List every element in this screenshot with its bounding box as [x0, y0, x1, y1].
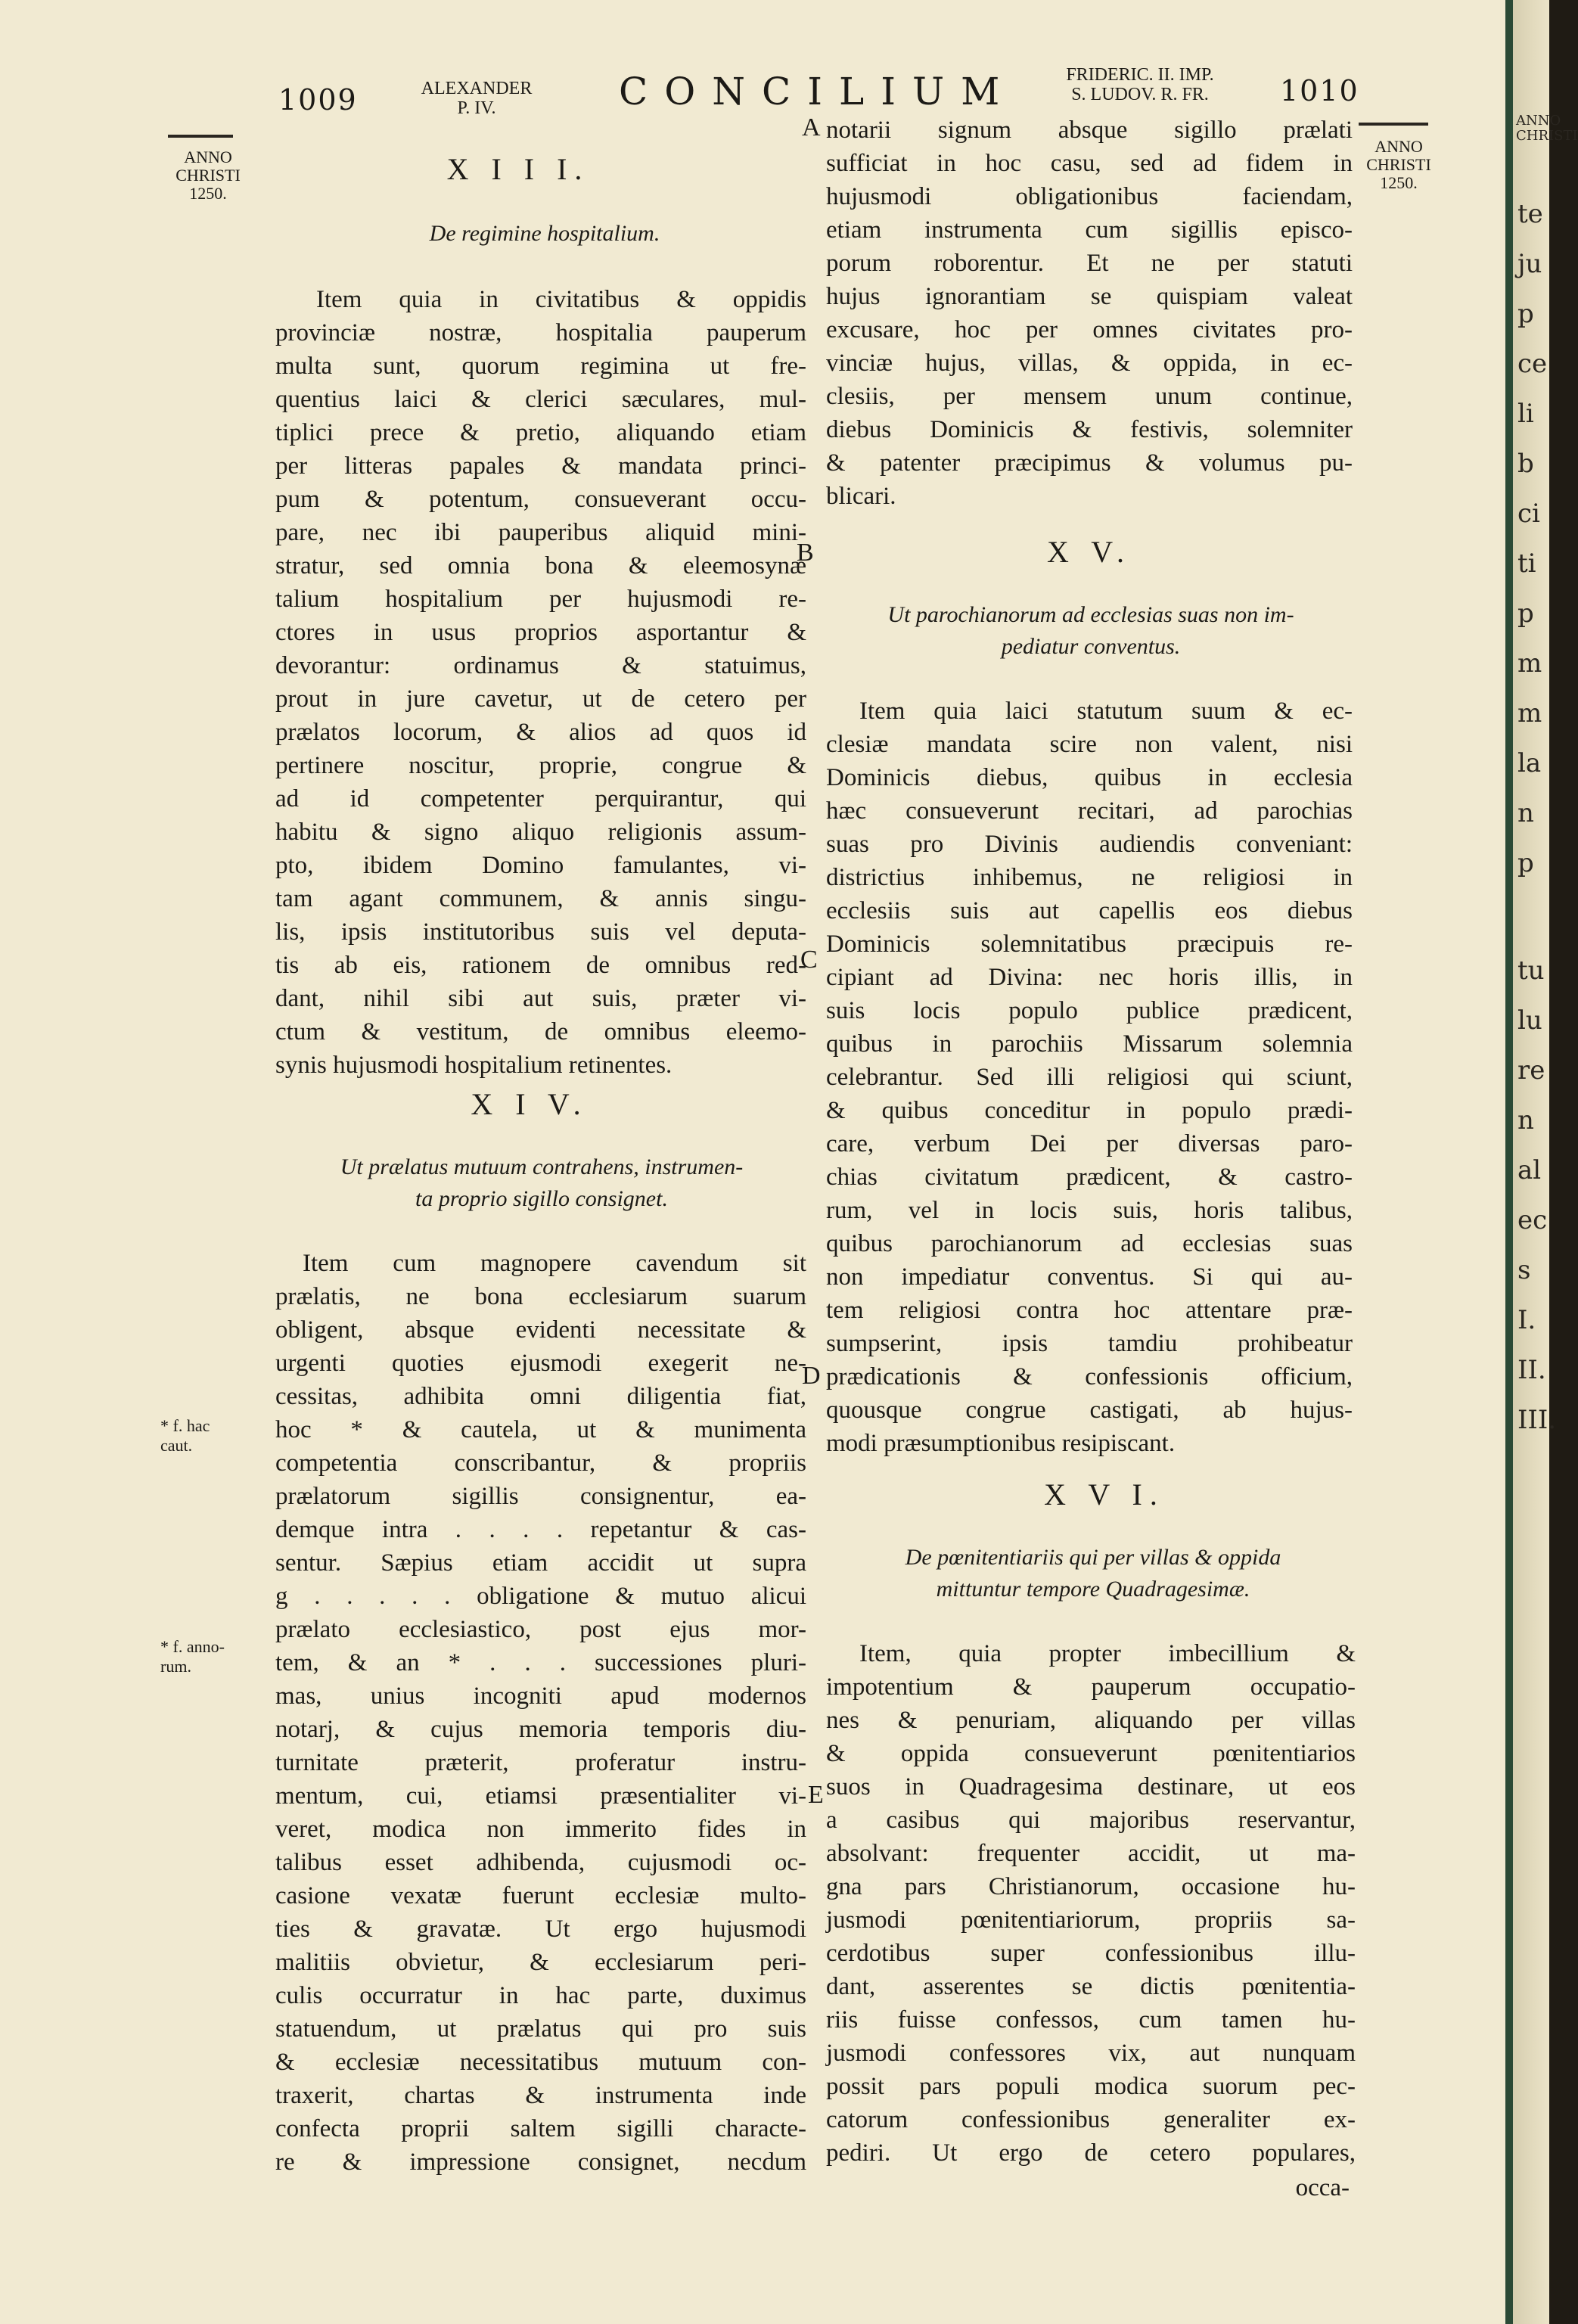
text-line: districtius inhibemus, ne religiosi in — [826, 864, 1353, 891]
fragment-line: ci — [1517, 499, 1540, 529]
year-line: CHRISTI — [1366, 155, 1431, 174]
text-line: mas, unius incogniti apud modernos — [275, 1682, 806, 1710]
running-head-line: P. IV. — [457, 98, 496, 118]
fragment-line: I. — [1517, 1305, 1536, 1335]
text-line: tis ab eis, rationem de omnibus red- — [275, 952, 806, 979]
rubric-line: mittuntur tempore Quadragesimæ. — [936, 1577, 1250, 1602]
fragment-line: b — [1517, 449, 1534, 479]
text-line: ctum & vestitum, de omnibus eleemo- — [275, 1018, 806, 1045]
text-line: tiplici prece & pretio, aliquando etiam — [275, 419, 806, 446]
text-line: casione vexatæ fuerunt ecclesiæ multo- — [275, 1882, 806, 1909]
fragment-column-b — [1517, 946, 1563, 1445]
text-line: talibus esset adhibenda, cujusmodi oc- — [275, 1849, 806, 1876]
fragment-line: ju — [1517, 249, 1542, 279]
text-line: pediri. Ut ergo de cetero populares, — [826, 2139, 1356, 2167]
section-letter-b: B — [797, 539, 814, 567]
year-line: 1250. — [1380, 173, 1418, 192]
text-line: diebus Dominicis & festivis, solemniter — [826, 416, 1353, 443]
text-line: clesiis, per mensem unum continue, — [826, 383, 1353, 410]
text-line: porum roborentur. Et ne per statuti — [826, 250, 1353, 277]
section-body-xiii — [275, 283, 806, 1082]
text-line: prædicationis & confessionis officium, — [826, 1363, 1353, 1390]
text-line: gna pars Christianorum, occasione hu- — [826, 1873, 1356, 1900]
text-line: pertinere noscitur, proprie, congrue & — [275, 752, 806, 779]
right-running-head — [1038, 65, 1242, 104]
text-line: ad id competenter perquirantur, qui — [275, 785, 806, 812]
left-margin-rule — [168, 135, 233, 138]
section-heading-xiii: X I I I. — [446, 152, 590, 186]
margin-note-hac-caut — [160, 1416, 210, 1456]
text-line: confecta proprii saltem sigilli characte- — [275, 2115, 806, 2142]
section-rubric-xv — [826, 599, 1356, 663]
text-line: cessitas, adhibita omni diligentia fiat, — [275, 1383, 806, 1410]
fragment-line: al — [1517, 1155, 1542, 1185]
text-line: demque intra . . . . repetantur & cas- — [275, 1516, 806, 1543]
text-line: care, verbum Dei per diversas paro- — [826, 1130, 1353, 1157]
section-body-continuation — [826, 113, 1353, 513]
fragment-line: CHRISTI — [1516, 128, 1578, 144]
section-heading-xv: X V. — [1047, 535, 1132, 569]
fragment-line: p — [1517, 598, 1534, 629]
text-line: modi præsumptionibus resipiscant. — [826, 1430, 1176, 1457]
text-line: quentius laici & clerici sæculares, mul- — [275, 386, 806, 413]
rubric-line: ta proprio sigillo consignet. — [415, 1186, 668, 1211]
text-line: devorantur: ordinamus & statuimus, — [275, 652, 806, 679]
catchword: occa- — [1295, 2174, 1350, 2201]
text-line: Item quia in civitatibus & oppidis — [316, 286, 806, 313]
text-line: sentur. Sæpius etiam accidit ut supra — [275, 1549, 806, 1577]
text-line: dant, nihil sibi aut suis, præter vi- — [275, 985, 806, 1012]
text-line: impotentium & pauperum occupatio- — [826, 1673, 1356, 1701]
running-head-line: S. LUDOV. R. FR. — [1071, 85, 1209, 104]
section-body-xiv — [275, 1247, 806, 2179]
text-line: ecclesiis suis aut capellis eos diebus — [826, 897, 1353, 924]
section-letter-a: A — [802, 113, 821, 141]
fragment-line: lu — [1517, 1005, 1542, 1036]
fragment-line: ti — [1517, 548, 1536, 579]
text-line: habitu & signo aliquo religionis assum- — [275, 819, 806, 846]
section-body-xv — [826, 694, 1353, 1460]
text-line: prælatos locorum, & alios ad quos id — [275, 719, 806, 746]
text-line: hujusmodi obligationibus faciendam, — [826, 183, 1353, 210]
fragment-line: tu — [1517, 955, 1545, 986]
note-line: * f. hac — [160, 1416, 210, 1435]
section-heading-xvi: X V I. — [1044, 1477, 1165, 1512]
text-line: urgenti quoties ejusmodi exegerit ne- — [275, 1350, 806, 1377]
text-line: nes & penuriam, aliquando per villas — [826, 1707, 1356, 1734]
text-line: traxerit, chartas & instrumenta inde — [275, 2082, 806, 2109]
text-line: excusare, hoc per omnes civitates pro- — [826, 316, 1353, 343]
fragment-line: p — [1517, 299, 1534, 329]
rubric-line: pediatur conventus. — [1001, 634, 1181, 659]
text-line: mentum, cui, etiamsi præsentialiter vi- — [275, 1782, 806, 1810]
right-margin-year — [1350, 138, 1448, 192]
text-line: pto, ibidem Domino famulantes, vi- — [275, 852, 806, 879]
text-line: sufficiat in hoc casu, sed ad fidem in — [826, 150, 1353, 177]
text-line: provinciæ nostræ, hospitalia pauperum — [275, 319, 806, 346]
text-line: suos in Quadragesima destinare, ut eos — [826, 1773, 1356, 1800]
text-line: per litteras papales & mandata princi- — [275, 452, 806, 480]
note-line: rum. — [160, 1657, 191, 1676]
text-line: rum, vel in locis suis, horis talibus, — [826, 1197, 1353, 1224]
text-line: quousque congrue castigati, ab hujus- — [826, 1397, 1353, 1424]
text-line: g . . . . . obligatione & mutuo alicui — [275, 1583, 806, 1610]
text-line: pum & potentum, consueverant occu- — [275, 486, 806, 513]
rubric-line: Ut parochianorum ad ecclesias suas non im- — [887, 602, 1294, 627]
text-line: blicari. — [826, 483, 896, 510]
right-margin-rule — [1359, 123, 1428, 126]
text-line: turnitate præterit, proferatur instru- — [275, 1749, 806, 1776]
text-line: clesiæ mandata scire non valent, nisi — [826, 731, 1353, 758]
text-line: veret, modica non immerito fides in — [275, 1816, 806, 1843]
text-line: hæc consueverunt recitari, ad parochias — [826, 797, 1353, 825]
text-line: multa sunt, quorum regimina ut fre- — [275, 353, 806, 380]
text-line: catorum confessionibus generaliter ex- — [826, 2106, 1356, 2133]
fragment-line: ec — [1517, 1205, 1548, 1235]
fragment-line: te — [1517, 199, 1543, 229]
section-rubric-xvi — [826, 1542, 1360, 1605]
text-line: tem religiosi contra hoc attentare præ- — [826, 1297, 1353, 1324]
text-line: prælatorum sigillis consignentur, ea- — [275, 1483, 806, 1510]
text-line: cipiant ad Divina: nec horis illis, in — [826, 964, 1353, 991]
text-line: vinciæ hujus, villas, & oppida, in ec- — [826, 350, 1353, 377]
fragment-line: m — [1517, 698, 1542, 729]
text-line: notarii signum absque sigillo prælati — [826, 117, 1353, 144]
text-line: prælatis, ne bona ecclesiarum suarum — [275, 1283, 806, 1310]
fragment-line: ce — [1517, 349, 1548, 379]
text-line: cerdotibus super confessionibus illu- — [826, 1940, 1356, 1967]
text-line: Item, quia propter imbecillium & — [859, 1640, 1356, 1667]
year-line: ANNO — [1375, 137, 1423, 156]
text-line: & oppida consueverunt pœnitentiarios — [826, 1740, 1356, 1767]
left-page-number: 1009 — [278, 83, 358, 117]
text-line: a casibus qui majoribus reservantur, — [826, 1807, 1356, 1834]
text-line: & quibus conceditur in populo prædi- — [826, 1097, 1353, 1124]
text-line: tem, & an * . . . successiones pluri- — [275, 1649, 806, 1676]
text-line: obligent, absque evidenti necessitate & — [275, 1316, 806, 1344]
fragment-line: n — [1517, 798, 1534, 828]
text-line: re & impressione consignet, necdum — [275, 2148, 806, 2176]
text-line: hujus ignorantiam se quispiam valeat — [826, 283, 1353, 310]
text-line: tam agant communem, & annis singu- — [275, 885, 806, 912]
text-line: Dominicis diebus, quibus in ecclesia — [826, 764, 1353, 791]
note-line: caut. — [160, 1436, 193, 1455]
section-rubric-xiv — [272, 1151, 811, 1215]
text-line: competentia conscribantur, & propriis — [275, 1449, 806, 1477]
rubric-line: Ut prælatus mutuum contrahens, instrumen- — [340, 1154, 744, 1179]
text-line: prout in jure cavetur, ut de cetero per — [275, 685, 806, 713]
text-line: talium hospitalium per hujusmodi re- — [275, 586, 806, 613]
text-line: sumpserint, ipsis tamdiu prohibeatur — [826, 1330, 1353, 1357]
section-heading-xiv: X I V. — [471, 1087, 589, 1121]
text-line: Item quia laici statutum suum & ec- — [859, 698, 1353, 725]
right-page-number: 1010 — [1280, 74, 1359, 107]
text-line: jusmodi confessores vix, aut nunquam — [826, 2040, 1356, 2067]
text-line: culis occurratur in hac parte, duximus — [275, 1982, 806, 2009]
left-running-head — [401, 79, 552, 118]
year-line: CHRISTI — [176, 166, 241, 185]
text-line: notarj, & cujus memoria temporis diu- — [275, 1716, 806, 1743]
text-line: quibus in parochiis Missarum solemnia — [826, 1030, 1353, 1058]
fragment-line: m — [1517, 648, 1542, 679]
text-line: jusmodi pœnitentiariorum, propriis sa- — [826, 1906, 1356, 1934]
text-line: malitiis obvietur, & ecclesiarum peri- — [275, 1949, 806, 1976]
rubric-line: De pœnitentiariis qui per villas & oppida — [905, 1545, 1281, 1570]
fragment-line: III. — [1517, 1405, 1557, 1435]
text-line: hoc * & cautela, ut & munimenta — [275, 1416, 806, 1443]
fragment-column-a — [1517, 189, 1563, 888]
text-line: & patenter præcipimus & volumus pu- — [826, 449, 1353, 477]
section-rubric-xiii: De regimine hospitalium. — [429, 221, 660, 246]
left-margin-year — [159, 148, 257, 203]
running-head-line: ALEXANDER — [421, 79, 533, 98]
text-line: pare, nec ibi pauperibus aliquid mini- — [275, 519, 806, 546]
next-page-fragment — [1513, 0, 1578, 2324]
text-line: synis hujusmodi hospitalium retinentes. — [275, 1052, 673, 1079]
note-line: * f. anno- — [160, 1637, 225, 1656]
text-line: etiam instrumenta cum sigillis episco- — [826, 216, 1353, 244]
text-line: non impediatur conventus. Si qui au- — [826, 1263, 1353, 1291]
text-line: quibus parochianorum ad ecclesias suas — [826, 1230, 1353, 1257]
text-line: possit pars populi modica suorum pec- — [826, 2073, 1356, 2100]
text-line: ctores in usus proprios asportantur & — [275, 619, 806, 646]
text-line: dant, asserentes se dictis pœnitentia- — [826, 1973, 1356, 2000]
section-letter-c: C — [800, 946, 818, 974]
section-body-xvi — [826, 1637, 1356, 2170]
section-letter-e: E — [808, 1781, 824, 1809]
text-line: suis locis populo publice prædicent, — [826, 997, 1353, 1024]
fragment-line: n — [1517, 1105, 1534, 1136]
margin-note-annorum — [160, 1637, 225, 1676]
fragment-line: re — [1517, 1055, 1545, 1086]
section-letter-d: D — [802, 1362, 821, 1390]
text-line: Item cum magnopere cavendum sit — [303, 1250, 806, 1277]
year-line: ANNO — [184, 148, 232, 166]
text-line: prælato ecclesiastico, post ejus mor- — [275, 1616, 806, 1643]
text-line: suas pro Divinis audiendis conveniant: — [826, 831, 1353, 858]
text-line: chias civitatum prædicent, & castro- — [826, 1164, 1353, 1191]
text-line: statuendum, ut prælatus qui pro suis — [275, 2015, 806, 2043]
year-line: 1250. — [189, 184, 227, 203]
text-line: & ecclesiæ necessitatibus mutuum con- — [275, 2049, 806, 2076]
running-head-line: FRIDERIC. II. IMP. — [1066, 65, 1214, 85]
fragment-line: II. — [1517, 1355, 1546, 1385]
fragment-line: li — [1517, 399, 1534, 429]
fragment-line: s — [1517, 1255, 1531, 1285]
text-line: Dominicis solemnitatibus præcipuis re- — [826, 931, 1353, 958]
fragment-line: ANNO — [1516, 113, 1561, 129]
fragment-line: la — [1517, 748, 1542, 778]
text-line: absolvant: frequenter accidit, ut ma- — [826, 1840, 1356, 1867]
text-line: stratur, sed omnia bona & eleemosynæ — [275, 552, 806, 579]
fragment-line: p — [1517, 848, 1534, 878]
text-line: lis, ipsis institutoribus suis vel deputa- — [275, 918, 806, 946]
text-line: ties & gravatæ. Ut ergo hujusmodi — [275, 1915, 806, 1943]
page-title: CONCILIUM — [619, 70, 1017, 113]
text-line: celebrantur. Sed illi religiosi qui sciunt, — [826, 1064, 1353, 1091]
text-line: riis fuisse confessos, cum tamen hu- — [826, 2006, 1356, 2034]
